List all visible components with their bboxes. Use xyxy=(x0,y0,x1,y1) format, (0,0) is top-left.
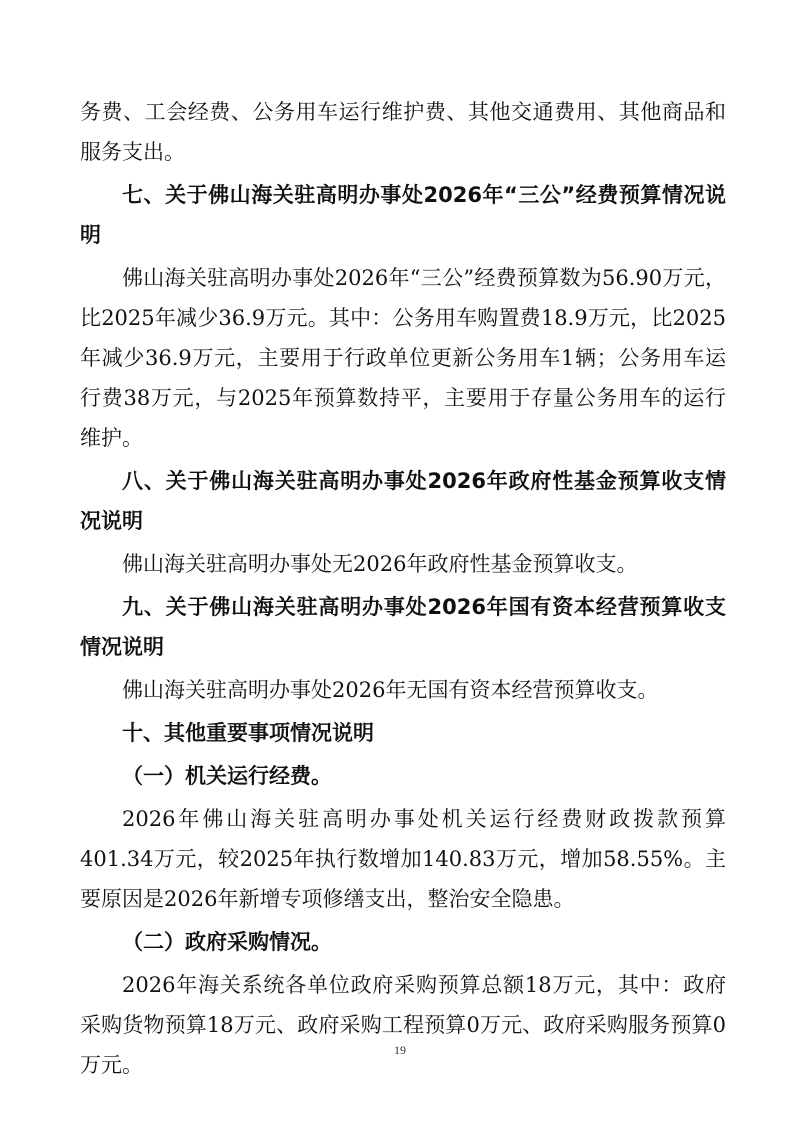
paragraph-procurement: 2026年海关系统各单位政府采购预算总额18万元，其中：政府采购货物预算18万元、政府采购工程预算0万元、政府采购服务预算0万元。 xyxy=(80,973,726,1077)
heading-section-10: 十、其他重要事项情况说明 xyxy=(122,721,374,745)
paragraph-three-public-budget: 佛山海关驻高明办事处2026年“三公”经费预算数为56.90万元，比2025年减少36.9万元。其中：公务用车购置费18.9万元，比2025年减少36.9万元，主要用于行政单位更新公务用车1辆；公务用车运行费38万元，与2025年预算数持平，主要用于存量公务用车的运行维护。 xyxy=(80,266,726,450)
paragraph-continuation: 务费、工会经费、公务用车运行维护费、其他交通费用、其他商品和服务支出。 xyxy=(80,100,726,164)
subheading-procurement: （二）政府采购情况。 xyxy=(122,930,332,954)
heading-section-7: 七、关于佛山海关驻高明办事处2026年“三公”经费预算情况说明 xyxy=(80,183,726,247)
document-body xyxy=(80,92,726,1085)
paragraph-government-fund: 佛山海关驻高明办事处无2026年政府性基金预算收支。 xyxy=(122,552,638,576)
heading-section-9: 九、关于佛山海关驻高明办事处2026年国有资本经营预算收支情况说明 xyxy=(80,595,726,659)
paragraph-operating-funds: 2026年佛山海关驻高明办事处机关运行经费财政拨款预算401.34万元，较2025年执行数增加140.83万元，增加58.55%。主要原因是2026年新增专项修缮支出，整治安全隐患。 xyxy=(80,807,726,911)
page-number: 19 xyxy=(394,1043,406,1057)
subheading-operating-funds: （一）机关运行经费。 xyxy=(122,764,332,788)
paragraph-state-capital: 佛山海关驻高明办事处2026年无国有资本经营预算收支。 xyxy=(122,678,659,702)
heading-section-8: 八、关于佛山海关驻高明办事处2026年政府性基金预算收支情况说明 xyxy=(80,469,726,533)
